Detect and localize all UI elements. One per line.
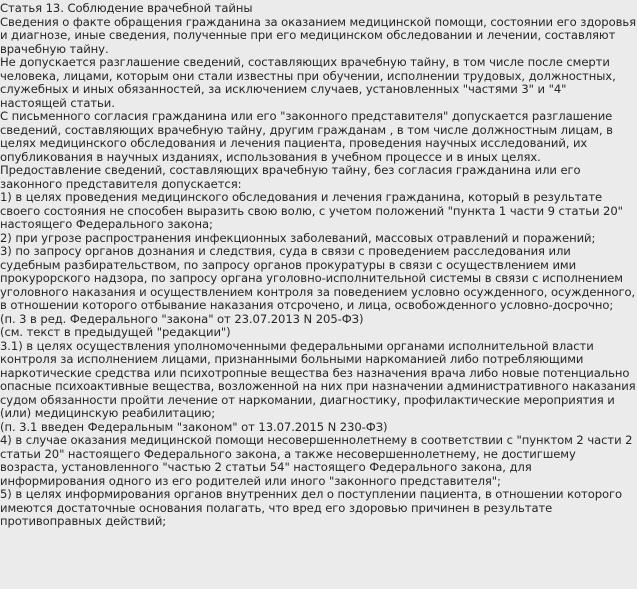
article-title: Статья 13. Соблюдение врачебной тайны <box>0 1 253 15</box>
text-line: человека, лицами, которым они стали известны при обучении, исполнении трудовых, должностных, <box>0 68 616 83</box>
text-line: настоящей статьи. <box>0 95 115 110</box>
text-line: законного представителя допускается: <box>0 176 242 191</box>
text-line: сведений, составляющих врачебную тайну, другим гражданам , в том числе должностным лицам, в <box>0 122 613 137</box>
text-line: статьи 20" настоящего Федерального закона, а также несовершеннолетнему, не достигшему <box>0 446 576 461</box>
text-line: служебных и иных обязанностей, за исключением случаев, установленных "частями 3" и "4" <box>0 82 567 96</box>
text-line: (см. текст в предыдущей "редакции") <box>0 325 231 339</box>
text-line: судебным разбирательством, по запросу органов прокуратуры в связи с осуществлением ими <box>0 257 577 272</box>
text-line: Предоставление сведений, составляющих врачебную тайну, без согласия гражданина или его <box>0 163 581 177</box>
text-line: 2) при угрозе распространения инфекционных заболеваний, массовых отравлений и поражений; <box>0 230 596 245</box>
text-line: информирования одного из его родителей или иного "законного представителя"; <box>0 473 501 488</box>
text-line: своего состояния не способен выразить свою волю, с учетом положений "пункта 1 части 9 статьи 20" <box>0 203 623 218</box>
text-line: 4) в случае оказания медицинской помощи несовершеннолетнему в соответствии с "пунктом 2 части 2 <box>0 433 633 447</box>
text-line: противоправных действий; <box>0 514 167 528</box>
text-line: (или) медицинскую реабилитацию; <box>0 406 216 420</box>
text-line: имеются достаточные основания полагать, что вред его здоровью причинен в результате <box>0 500 553 515</box>
text-line: 1) в целях проведения медицинского обследования и лечения гражданина, который в результате <box>0 190 603 204</box>
article-text <box>0 2 637 529</box>
text-line: прокурорского надзора, по запросу органа уголовно-исполнительной системы в связи с исполнением <box>0 271 623 285</box>
text-line: уголовного наказания и осуществлением контроля за поведением условно осужденного, осужденного, <box>0 284 636 299</box>
text-line: наркотические средства или психотропные вещества без назначения врача либо новые потенциально <box>0 365 630 380</box>
text-line: 5) в целях информирования органов внутренних дел о поступлении пациента, в отношении которого <box>0 487 623 501</box>
text-line: настоящего Федерального закона; <box>0 217 213 231</box>
text-line: судом обязанности пройти лечение от наркомании, диагностику, профилактические мероприятия и <box>0 392 615 407</box>
text-line: и диагнозе, иные сведения, полученные при его медицинском обследовании и лечении, составляют <box>0 28 616 42</box>
text-line: 3) по запросу органов дознания и следствия, суда в связи с проведением расследования или <box>0 244 571 258</box>
text-line: 3.1) в целях осуществления уполномоченными федеральными органами исполнительной власти <box>0 338 594 353</box>
text-line: целях медицинского обследования и лечения пациента, проведения научных исследований, их <box>0 136 588 150</box>
text-line: в отношении которого отбывание наказания отсрочено, и лица, освобожденного условно-досрочно; <box>0 298 614 312</box>
text-line: С письменного согласия гражданина или его "законного представителя" допускается разглашение <box>0 109 613 123</box>
text-line: Не допускается разглашение сведений, составляющих врачебную тайну, в том числе после смерти <box>0 55 610 69</box>
text-line: контроля за исполнением лицами, признанными больными наркоманией либо потребляющими <box>0 352 584 366</box>
text-line: Сведения о факте обращения гражданина за оказанием медицинской помощи, состоянии его здоровья <box>0 14 636 29</box>
text-line: (п. 3 в ред. Федерального "закона" от 23.07.2013 N 205-ФЗ) <box>0 311 364 326</box>
text-line: врачебную тайну. <box>0 41 109 56</box>
text-line: (п. 3.1 введен Федеральным "законом" от 13.07.2015 N 230-ФЗ) <box>0 419 388 434</box>
text-line: возраста, установленного "частью 2 статьи 54" настоящего Федерального закона, для <box>0 460 532 474</box>
text-line: опасные психоактивные вещества, возложенной на них при назначении административного наказания <box>0 379 636 393</box>
text-line: опубликования в научных изданиях, использования в учебном процессе и в иных целях. <box>0 149 541 164</box>
